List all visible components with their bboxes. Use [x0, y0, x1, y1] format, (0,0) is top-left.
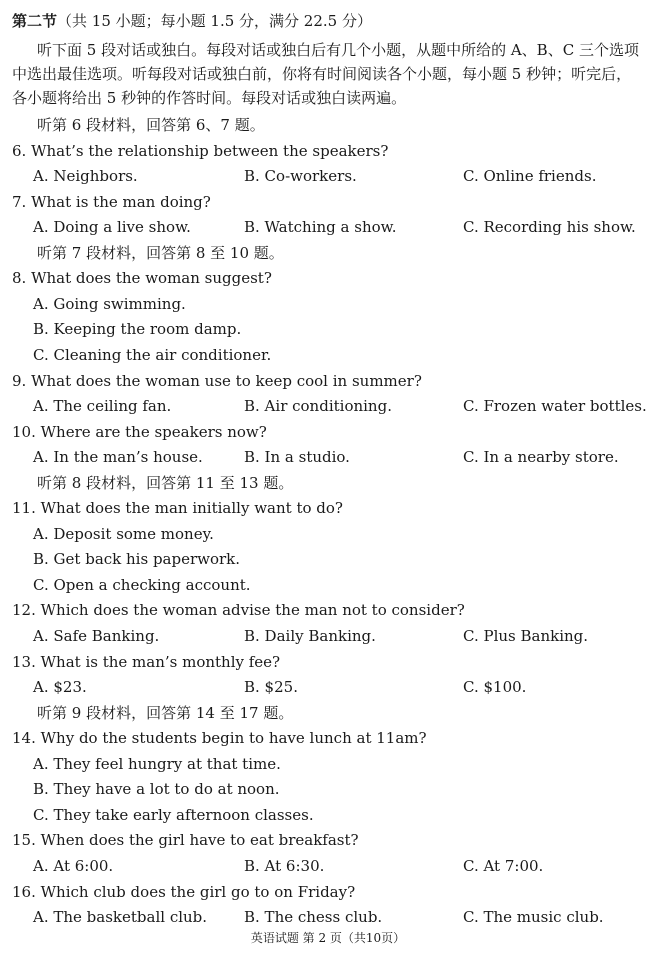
material-instruction: [0, 113, 656, 137]
option-c: C. At 7:00.: [463, 857, 544, 875]
section-subtitle: （共 15 小题；每小题 1.5 分，满分 22.5 分）: [57, 12, 372, 30]
question-stem: 13. What is the man’s monthly fee?: [12, 653, 281, 671]
material-instruction-text: 听第 8 段材料，回答第 11 至 13 题。: [37, 474, 294, 492]
option-a: A. In the man’s house.: [33, 448, 203, 466]
option-b: B. Air conditioning.: [244, 397, 392, 415]
question-line: [0, 650, 656, 674]
option-c: C. The music club.: [463, 908, 604, 926]
option-a: A. The basketball club.: [33, 908, 208, 926]
option-text: B. Keeping the room damp.: [33, 320, 242, 338]
section-header: [0, 9, 656, 33]
option-a: A. $23.: [33, 678, 87, 696]
option-a: A. Neighbors.: [33, 167, 138, 185]
question-stem: 15. When does the girl have to eat breakfast?: [12, 831, 359, 849]
page-footer: 英语试题 第 2 页（共10页）: [250, 931, 406, 945]
material-instruction: [0, 241, 656, 265]
option-a: A. Safe Banking.: [33, 627, 160, 645]
material-instruction: [0, 471, 656, 495]
option-text: A. They feel hungry at that time.: [33, 755, 281, 773]
option-line: [0, 522, 656, 546]
question-stem: 7. What is the man doing?: [12, 193, 211, 211]
question-line: [0, 369, 656, 393]
question-line: [0, 496, 656, 520]
question-stem: 12. Which does the woman advise the man not to consider?: [12, 601, 465, 619]
section-instructions: 听下面 5 段对话或独白。每段对话或独白后有几个小题，从题中所给的 A、B、C 三个选项中选出最佳选项。听每段对话或独白前，你将有时间阅读各个小题，每小题 5 秒钟；听完后，各小题将给出 5 秒钟的作答时间。每段对话或独白读两遍。: [12, 41, 639, 107]
option-b: B. $25.: [244, 678, 298, 696]
question-stem: 11. What does the man initially want to do?: [12, 499, 343, 517]
section-title: 第二节: [12, 12, 58, 30]
option-text: B. They have a lot to do at noon.: [33, 780, 280, 798]
option-row: [0, 164, 656, 188]
option-line: [0, 317, 656, 341]
option-text: C. They take early afternoon classes.: [33, 806, 314, 824]
question-line: [0, 880, 656, 904]
question-stem: 10. Where are the speakers now?: [12, 423, 267, 441]
option-text: C. Cleaning the air conditioner.: [33, 346, 272, 364]
option-b: B. Co-workers.: [244, 167, 357, 185]
option-row: [0, 215, 656, 239]
option-a: A. Doing a live show.: [33, 218, 191, 236]
option-row: [0, 675, 656, 699]
option-text: B. Get back his paperwork.: [33, 550, 241, 568]
option-line: [0, 752, 656, 776]
option-line: [0, 343, 656, 367]
option-row: [0, 905, 656, 929]
material-instruction-text: 听第 7 段材料，回答第 8 至 10 题。: [37, 244, 284, 262]
option-row: [0, 854, 656, 878]
option-line: [0, 292, 656, 316]
option-a: A. At 6:00.: [33, 857, 114, 875]
question-line: [0, 266, 656, 290]
question-line: [0, 420, 656, 444]
option-c: C. Recording his show.: [463, 218, 636, 236]
option-c: C. Frozen water bottles.: [463, 397, 647, 415]
option-line: [0, 547, 656, 571]
option-c: C. In a nearby store.: [463, 448, 619, 466]
option-line: [0, 573, 656, 597]
option-row: [0, 445, 656, 469]
option-a: A. The ceiling fan.: [33, 397, 172, 415]
option-text: C. Open a checking account.: [33, 576, 251, 594]
question-line: [0, 190, 656, 214]
option-text: A. Deposit some money.: [33, 525, 214, 543]
option-line: [0, 777, 656, 801]
option-b: B. At 6:30.: [244, 857, 325, 875]
option-c: C. Online friends.: [463, 167, 597, 185]
option-text: A. Going swimming.: [33, 295, 186, 313]
option-c: C. Plus Banking.: [463, 627, 589, 645]
question-line: [0, 726, 656, 750]
question-stem: 6. What’s the relationship between the speakers?: [12, 142, 389, 160]
option-row: [0, 394, 656, 418]
question-stem: 14. Why do the students begin to have lunch at 11am?: [12, 729, 427, 747]
question-stem: 9. What does the woman use to keep cool in summer?: [12, 372, 422, 390]
option-b: B. Daily Banking.: [244, 627, 376, 645]
material-instruction-text: 听第 9 段材料，回答第 14 至 17 题。: [37, 704, 294, 722]
question-stem: 8. What does the woman suggest?: [12, 269, 272, 287]
option-row: [0, 624, 656, 648]
option-b: B. Watching a show.: [244, 218, 397, 236]
material-instruction: [0, 701, 656, 725]
option-line: [0, 803, 656, 827]
question-line: [0, 598, 656, 622]
option-b: B. In a studio.: [244, 448, 350, 466]
question-line: [0, 828, 656, 852]
option-c: C. $100.: [463, 678, 527, 696]
option-b: B. The chess club.: [244, 908, 383, 926]
material-instruction-text: 听第 6 段材料，回答第 6、7 题。: [37, 116, 265, 134]
question-stem: 16. Which club does the girl go to on Friday?: [12, 883, 356, 901]
question-line: [0, 139, 656, 163]
